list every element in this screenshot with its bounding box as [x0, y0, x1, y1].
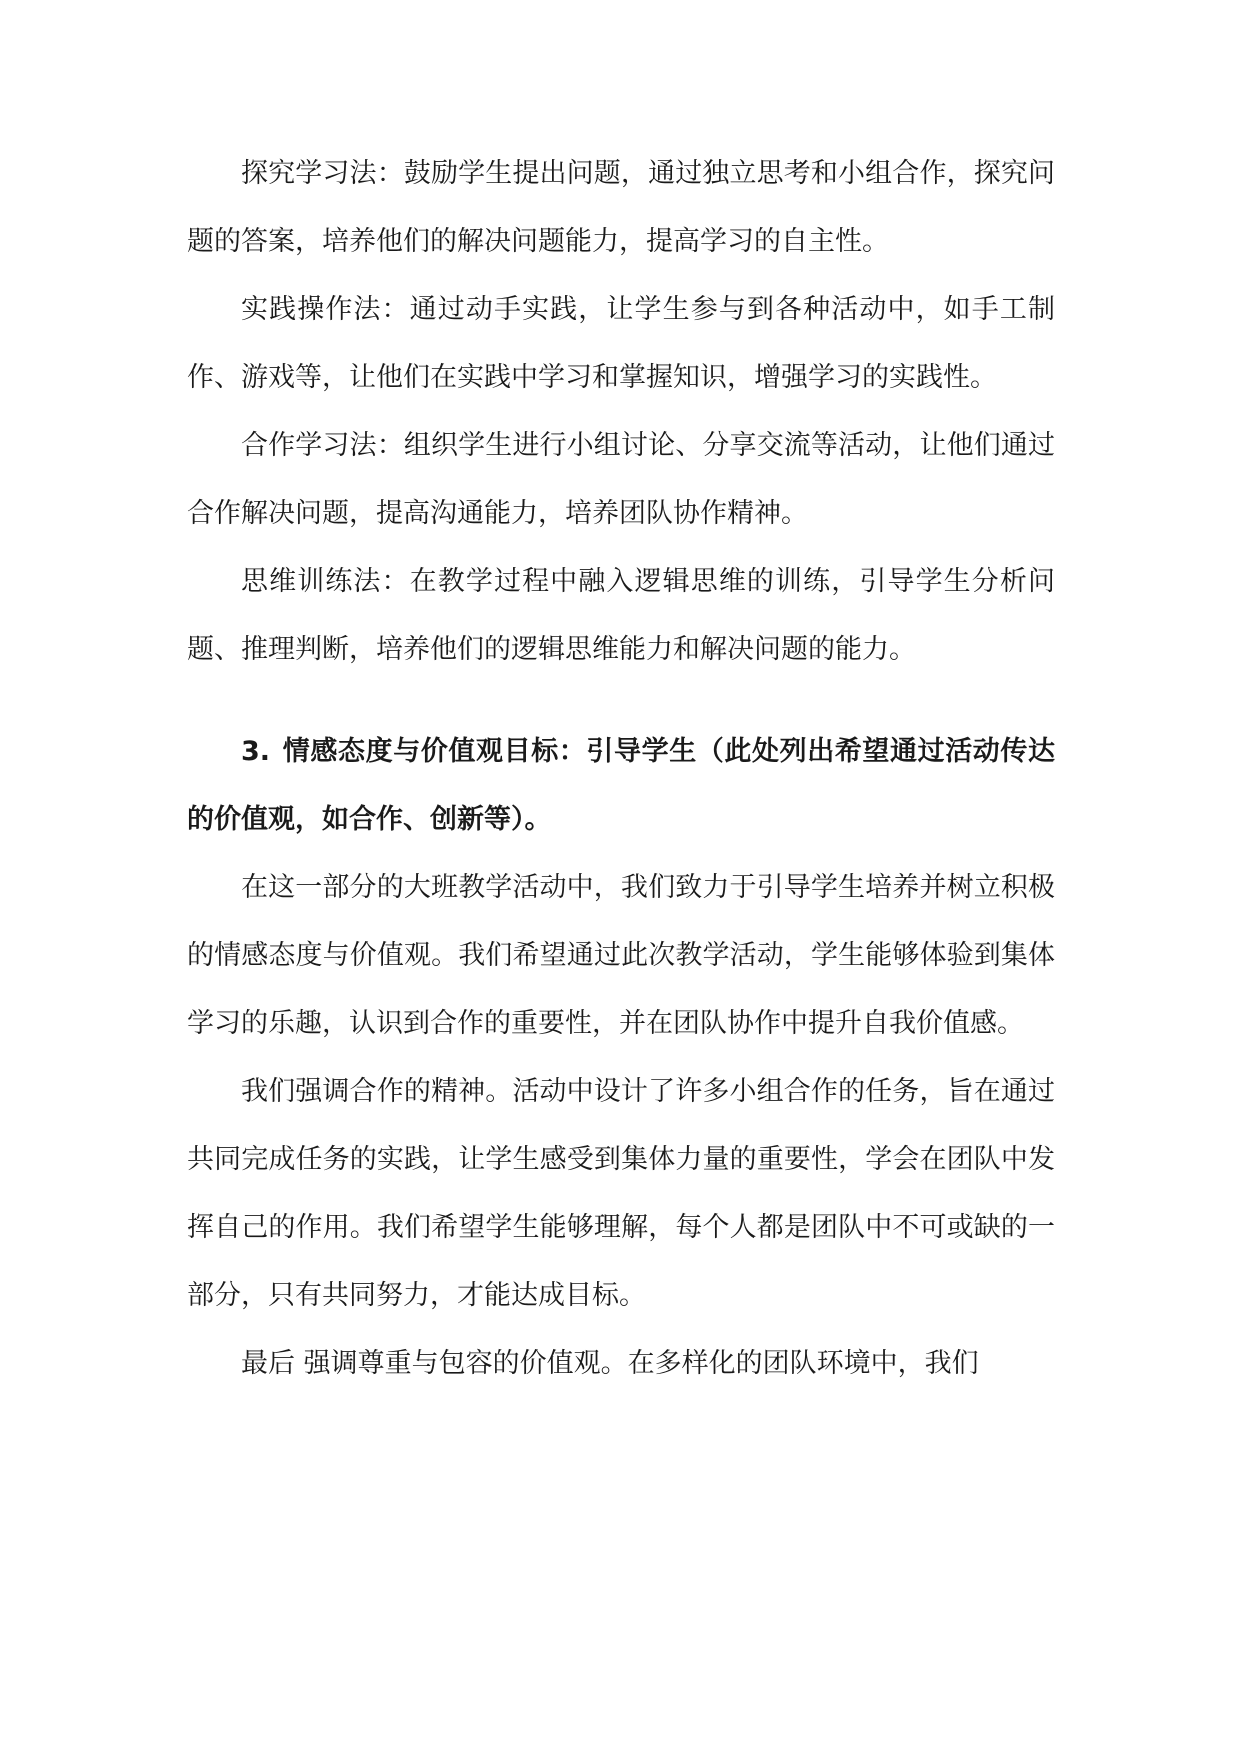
section-heading — [187, 718, 1055, 854]
paragraph-cooperative-learning: 合作学习法：组织学生进行小组讨论、分享交流等活动，让他们通过合作解决问题，提高沟通能力，培养团队协作精神。 — [187, 430, 1055, 529]
document-body — [187, 140, 1055, 1398]
paragraph-respect-tolerance: 最后 强调尊重与包容的价值观。在多样化的团队环境中，我们 — [241, 1348, 979, 1379]
section-heading-number: 3. — [241, 736, 271, 767]
paragraph-inquiry-learning: 探究学习法：鼓励学生提出问题，通过独立思考和小组合作，探究问题的答案，培养他们的解决问题能力，提高学习的自主性。 — [187, 158, 1055, 257]
section-heading-text: 情感态度与价值观目标：引导学生（此处列出希望通过活动传达的价值观，如合作、创新等）。 — [187, 736, 1055, 835]
paragraph-thinking-training: 思维训练法：在教学过程中融入逻辑思维的训练，引导学生分析问题、推理判断，培养他们的逻辑思维能力和解决问题的能力。 — [187, 566, 1055, 665]
paragraph-cooperation-spirit: 我们强调合作的精神。活动中设计了许多小组合作的任务，旨在通过共同完成任务的实践，让学生感受到集体力量的重要性，学会在团队中发挥自己的作用。我们希望学生能够理解，每个人都是团队中不可或缺的一部分，只有共同努力，才能达成目标。 — [187, 1076, 1055, 1311]
paragraph-practice-method: 实践操作法：通过动手实践，让学生参与到各种活动中，如手工制作、游戏等，让他们在实践中学习和掌握知识，增强学习的实践性。 — [187, 294, 1055, 393]
paragraph-values-intro: 在这一部分的大班教学活动中，我们致力于引导学生培养并树立积极的情感态度与价值观。我们希望通过此次教学活动，学生能够体验到集体学习的乐趣，认识到合作的重要性，并在团队协作中提升自我价值感。 — [187, 872, 1055, 1039]
